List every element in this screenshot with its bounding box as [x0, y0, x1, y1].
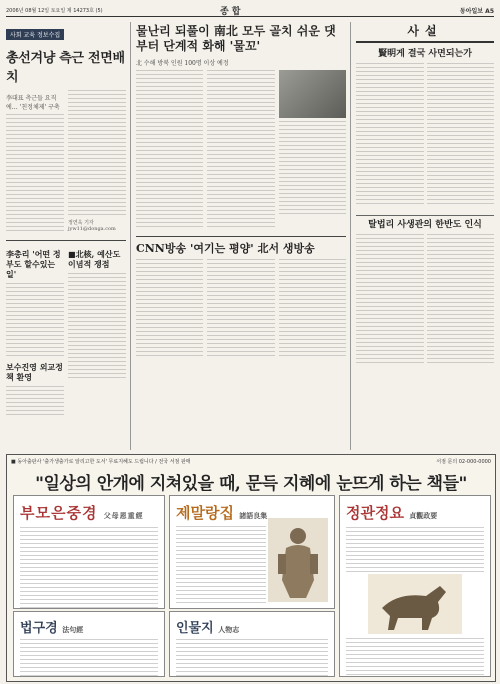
book5-card	[169, 611, 335, 677]
column-divider	[130, 22, 131, 450]
left-column	[6, 22, 126, 450]
middle-subhead: 北 수해 방북 인원 100명 이상 예정	[136, 60, 229, 67]
book3-card	[339, 495, 491, 677]
bottom-right-headline: ■北核, 예산도 이념적 쟁점	[68, 249, 121, 269]
book3-title: 정관정요	[346, 504, 404, 522]
book-advertisement	[6, 454, 496, 682]
book4-title: 법구경	[20, 621, 58, 636]
column-divider-2	[350, 22, 351, 450]
editorial-title: 사설	[356, 22, 494, 43]
book4-card	[13, 611, 165, 677]
book4-hanja: 法句經	[62, 625, 84, 634]
book2-title: 제말랑집	[176, 504, 234, 522]
main-headline: 총선겨냥 측근 전면배치	[6, 51, 125, 85]
main-subhead: 李대표 측근들 요직에… '친정체제' 구축	[6, 95, 60, 111]
extra-headline: 보수진영 외교정책 환영	[6, 362, 63, 382]
book1-title: 부모은중경	[20, 504, 98, 522]
editorial-head1: 賢明게 결국 사면되는가	[378, 49, 472, 59]
ad-tagline: "일상의 안개에 지쳐있을 때, 문득 지혜에 눈뜨게 하는 책들"	[35, 474, 467, 494]
page-header	[6, 4, 494, 17]
warrior-statue-image	[268, 518, 328, 602]
story2-headline: CNN방송 '여기는 평양' 北서 생방송	[136, 242, 315, 255]
editorial-head2: 탈법리 사생관의 한반도 인식	[356, 215, 494, 230]
book5-title: 인물지	[176, 621, 214, 636]
book3-hanja: 貞觀政要	[409, 511, 438, 520]
book1-hanja: 父母恩重經	[103, 511, 144, 520]
middle-column	[136, 22, 346, 450]
issue-date: 2006년 08월 12일 토요일 제 14273호 (5)	[6, 8, 103, 14]
book2-hanja: 諸語良集	[239, 511, 268, 520]
paper-name: 동아일보 A5	[459, 8, 494, 15]
ad-topline: ■ 동아출판사 '출가생출가로 알리고한 도서' 무료지혜도 드립니다 / 전국 서점 판매	[11, 459, 191, 465]
horse-statue-image	[368, 574, 462, 634]
ad-corner: 서점 문의 02-000-0000	[436, 459, 491, 465]
editorial-column	[356, 22, 494, 450]
byline: 정연욱 기자 jyw11@donga.com	[68, 220, 116, 232]
bottom-left-headline: 李총리 '어떤 정부도 할수있는 일'	[6, 249, 61, 279]
middle-headline: 물난리 되풀이 南北 모두 골치 쉬운 댓부터 단계적 화해 '물꼬'	[136, 24, 336, 53]
book2-card	[169, 495, 335, 609]
book1-card	[13, 495, 165, 609]
section-title: 종합	[220, 7, 244, 17]
book5-hanja: 人物志	[218, 625, 240, 634]
section-label: 사회 교육 정보수집	[6, 29, 64, 40]
news-photo	[279, 70, 346, 118]
